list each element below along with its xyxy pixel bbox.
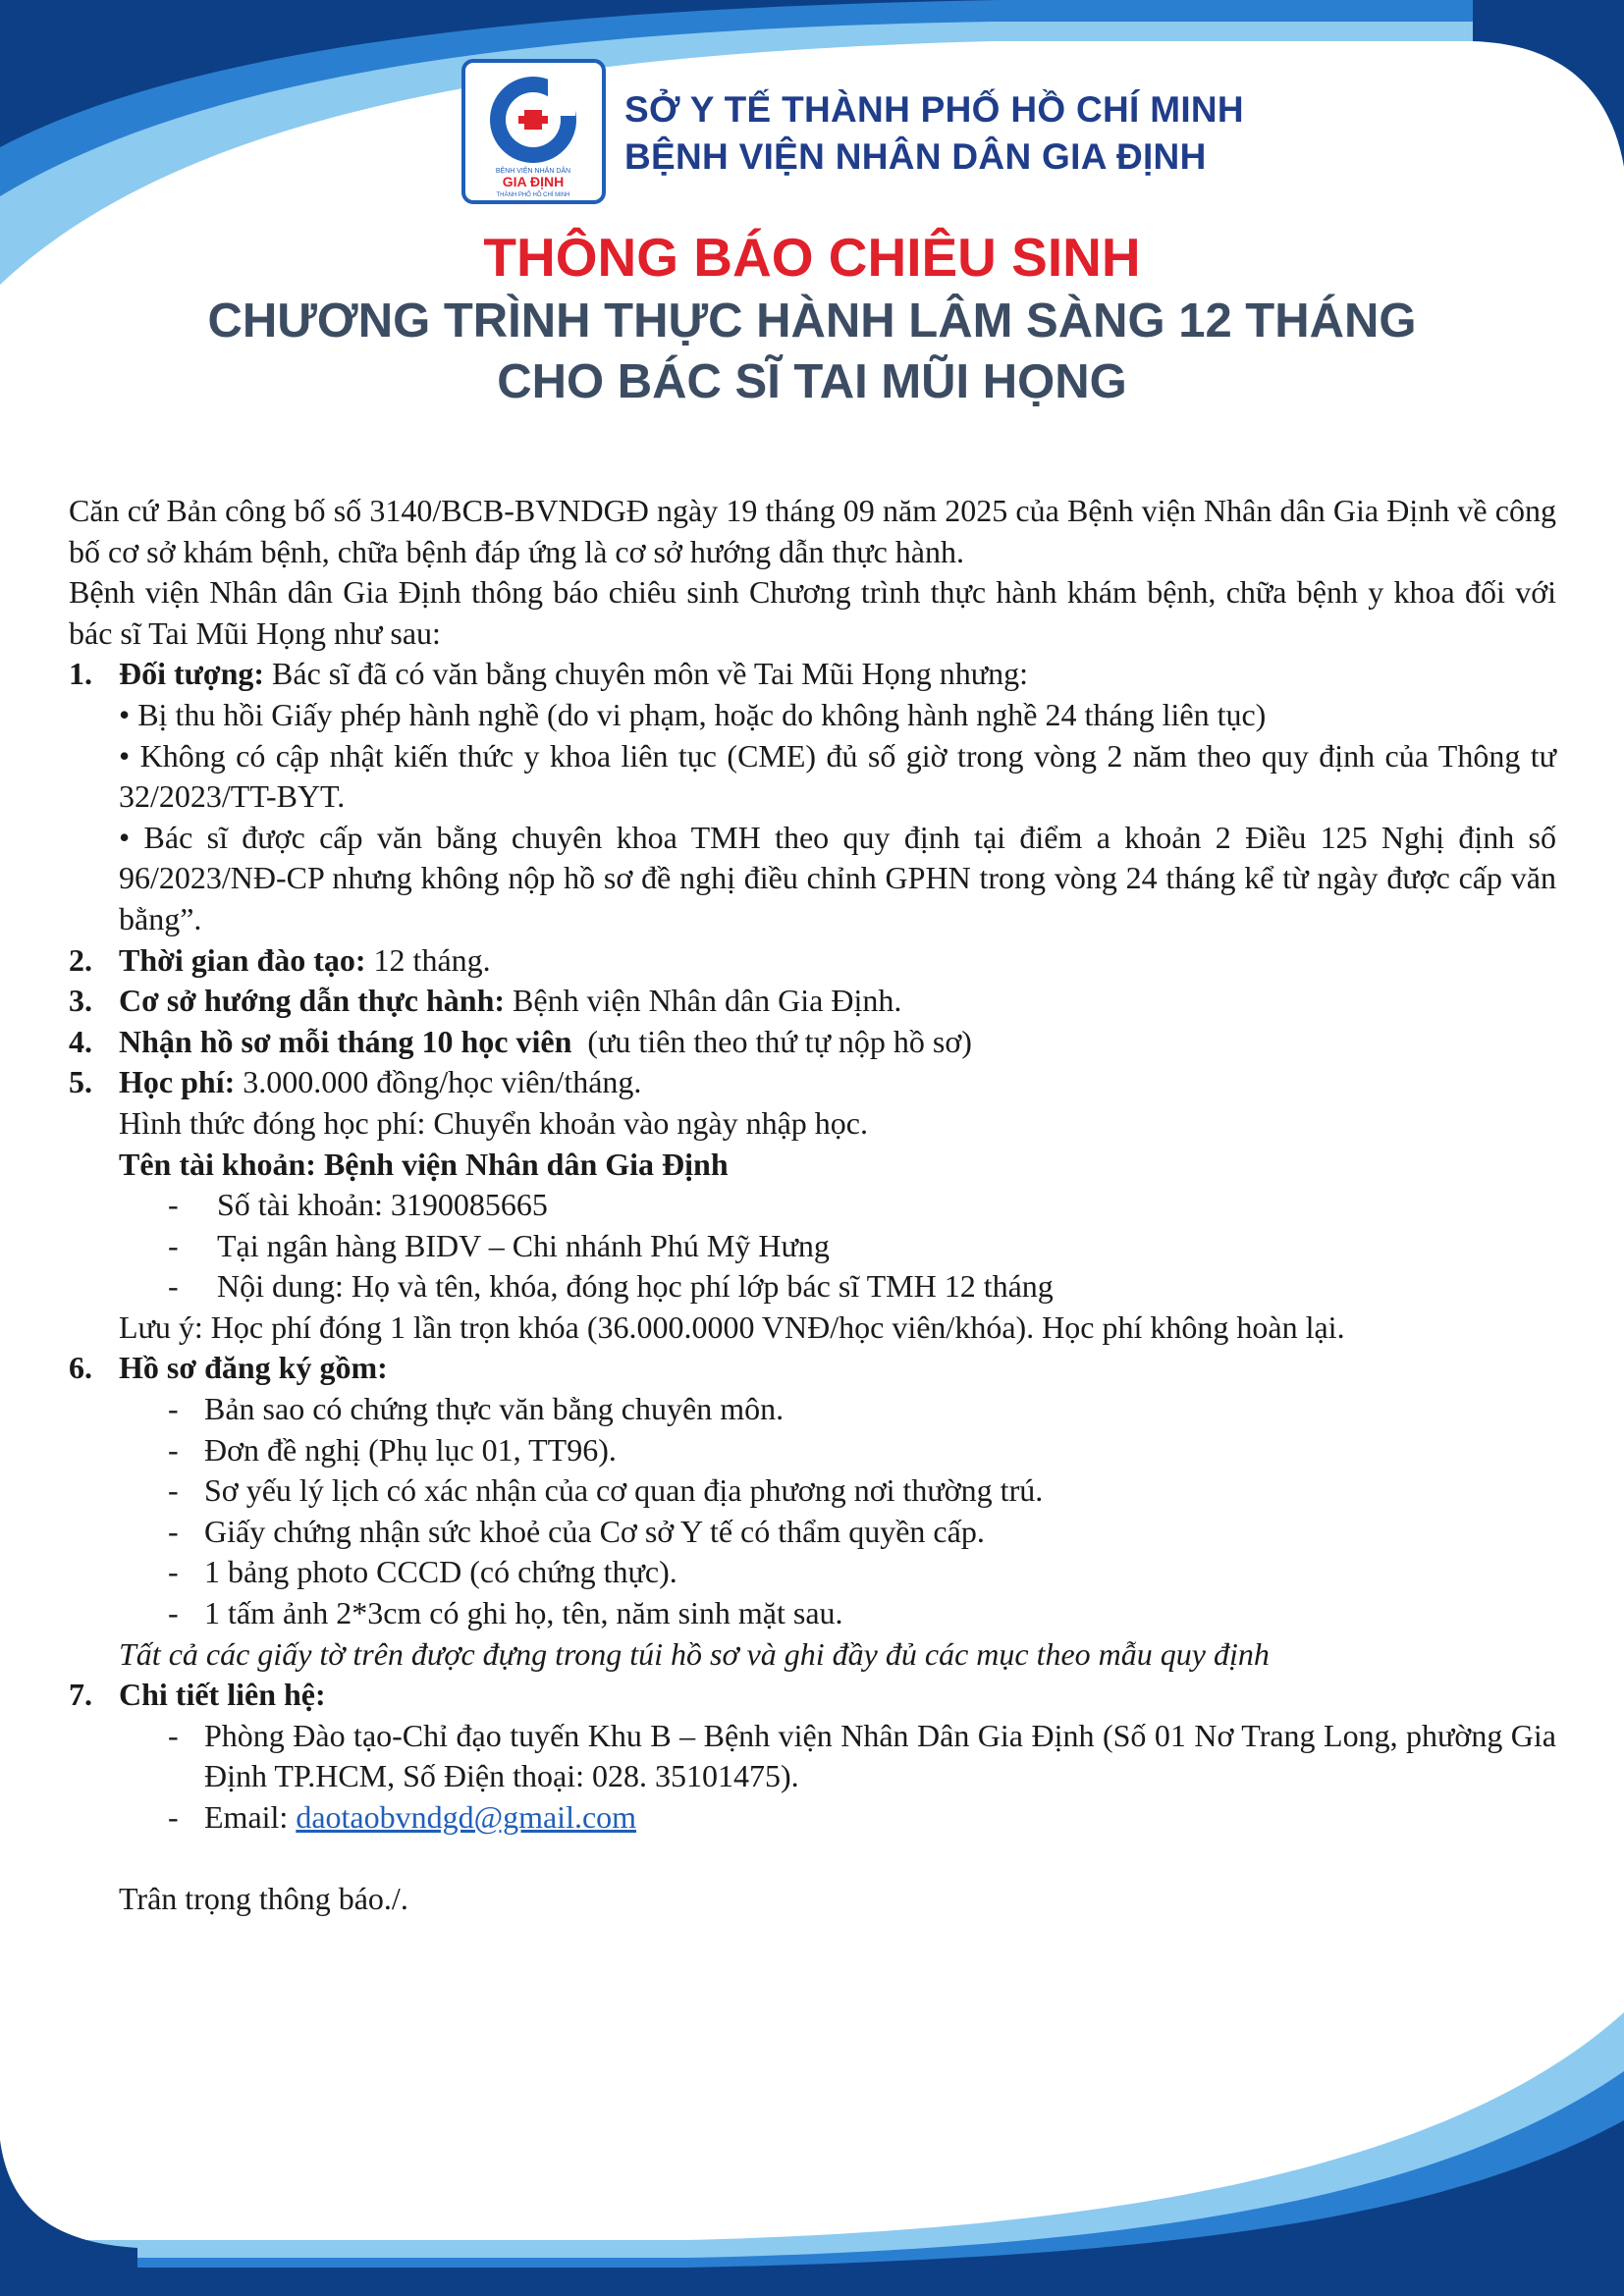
item-label: Đối tượng: [119, 656, 265, 692]
organization-name [624, 86, 1244, 181]
document-requirement: - 1 bảng photo CCCD (có chứng thực). [168, 1554, 677, 1590]
logo-text-bottom: THÀNH PHỐ HỒ CHÍ MINH [496, 192, 570, 198]
item-label: Thời gian đào tạo: [119, 941, 366, 978]
list-item-5 [69, 1062, 1556, 1103]
contact-office: - Phòng Đào tạo-Chỉ đạo tuyến Khu B – Bệnh viện Nhân Dân Gia Định (Số 01 Nơ Trang Long, phường Gia Định TP.HCM, Số Điện thoại: 028. 35101475). [168, 1717, 1556, 1794]
item-text: 3.000.000 đồng/học viên/tháng. [235, 1064, 642, 1100]
item-label: Hồ sơ đăng ký gồm: [119, 1350, 388, 1386]
item-number: 1. [69, 656, 92, 692]
contact-email: - Email: daotaobvndgd@gmail.com [168, 1799, 637, 1835]
document-requirement: - Đơn đề nghị (Phụ lục 01, TT96). [168, 1431, 617, 1468]
top-right-corner-inner [1532, 41, 1624, 147]
intro-paragraph-1: Căn cứ Bản công bố số 3140/BCB-BVNDGĐ ngày 19 tháng 09 năm 2025 của Bệnh viện Nhân dân Gia Định về công bố cơ sở khám bệnh, chữa bệnh đáp ứng là cơ sở hướng dẫn thực hành. [69, 493, 1556, 569]
closing-line: Trân trọng thông báo./. [119, 1881, 408, 1917]
tuition-note: Lưu ý: Học phí đóng 1 lần trọn khóa (36.000.0000 VNĐ/học viên/khóa). Học phí không hoàn lại. [119, 1308, 1345, 1345]
item-number: 5. [69, 1064, 92, 1100]
sub-title-1: CHƯƠNG TRÌNH THỰC HÀNH LÂM SÀNG 12 THÁNG [207, 294, 1417, 347]
email-link[interactable]: daotaobvndgd@gmail.com [296, 1799, 637, 1835]
item-text: (ưu tiên theo thứ tự nộp hồ sơ) [571, 1023, 972, 1059]
item-label: Cơ sở hướng dẫn thực hành: [119, 983, 506, 1019]
item-number: 6. [69, 1350, 92, 1386]
item-label: Học phí: [119, 1064, 236, 1100]
account-name: Tên tài khoản: Bệnh viện Nhân dân Gia Định [119, 1146, 729, 1182]
payment-method: Hình thức đóng học phí: Chuyển khoản vào ngày nhập học. [119, 1104, 868, 1141]
bullet-2: • Không có cập nhật kiến thức y khoa liên tục (CME) đủ số giờ trong vòng 2 năm theo quy định của Thông tư 32/2023/TT-BYT. [119, 737, 1556, 815]
list-item-2 [69, 940, 1556, 982]
bottom-left-corner [0, 2140, 137, 2248]
item-text: Bác sĩ đã có văn bằng chuyên môn về Tai Mũi Họng nhưng: [264, 656, 1028, 692]
documents-note: Tất cả các giấy tờ trên được đựng trong túi hồ sơ và ghi đầy đủ các mục theo mẫu quy định [119, 1635, 1270, 1672]
item-text: 12 tháng. [365, 941, 491, 978]
list-item-7 [69, 1675, 1556, 1716]
item-label: Chi tiết liên hệ: [119, 1677, 326, 1713]
sub-title-2: CHO BÁC SĨ TAI MŨI HỌNG [497, 355, 1127, 408]
intro-paragraph-2: Bệnh viện Nhân dân Gia Định thông báo chiêu sinh Chương trình thực hành khám bệnh, chữa bệnh y khoa đối với bác sĩ Tai Mũi Họng như sau: [69, 574, 1556, 651]
item-number: 4. [69, 1023, 92, 1059]
item-number: 7. [69, 1677, 92, 1713]
document-titles [0, 224, 1624, 412]
document-requirement: - Bản sao có chứng thực văn bằng chuyên môn. [168, 1391, 785, 1427]
account-detail: - Tại ngân hàng BIDV – Chi nhánh Phú Mỹ Hưng [168, 1227, 830, 1263]
org-line-1: SỞ Y TẾ THÀNH PHỐ HỒ CHÍ MINH [624, 89, 1244, 130]
bottom-left-corner-fill [0, 2248, 137, 2296]
header [461, 59, 1345, 206]
logo-text-top: BỆNH VIỆN NHÂN DÂN [495, 168, 571, 175]
item-number: 2. [69, 941, 92, 978]
hospital-logo [461, 59, 606, 204]
item-number: 3. [69, 983, 92, 1019]
list-item-3 [69, 981, 1556, 1022]
bullet-3: • Bác sĩ được cấp văn bằng chuyên khoa TMH theo quy định tại điểm a khoản 2 Điều 125 Nghị định số 96/2023/NĐ-CP nhưng không nộp hồ sơ đề nghị điều chỉnh GPHN trong vòng 24 tháng kể từ ngày được cấp văn bằng”. [119, 819, 1556, 936]
list-item-1 [69, 654, 1556, 695]
account-detail: - Nội dung: Họ và tên, khóa, đóng học phí lớp bác sĩ TMH 12 tháng [168, 1268, 1054, 1305]
list-item-6 [69, 1348, 1556, 1389]
list-item-4 [69, 1022, 1556, 1063]
account-detail: - Số tài khoản: 3190085665 [168, 1187, 548, 1223]
main-title: THÔNG BÁO CHIÊU SINH [483, 227, 1141, 288]
item-text: Bệnh viện Nhân dân Gia Định. [505, 983, 902, 1019]
document-body [69, 491, 1556, 1920]
org-line-2: BỆNH VIỆN NHÂN DÂN GIA ĐỊNH [624, 136, 1207, 177]
logo-text-main: GIA ĐỊNH [502, 174, 565, 189]
document-requirement: - 1 tấm ảnh 2*3cm có ghi họ, tên, năm sinh mặt sau. [168, 1595, 843, 1631]
document-requirement: - Giấy chứng nhận sức khoẻ của Cơ sở Y tế có thẩm quyền cấp. [168, 1513, 985, 1549]
document-requirement: - Sơ yếu lý lịch có xác nhận của cơ quan địa phương nơi thường trú. [168, 1472, 1044, 1509]
item-label: Nhận hồ sơ mỗi tháng 10 học viên [119, 1023, 572, 1059]
bullet-1: • Bị thu hồi Giấy phép hành nghề (do vi phạm, hoặc do không hành nghề 24 tháng liên tục) [119, 696, 1267, 732]
